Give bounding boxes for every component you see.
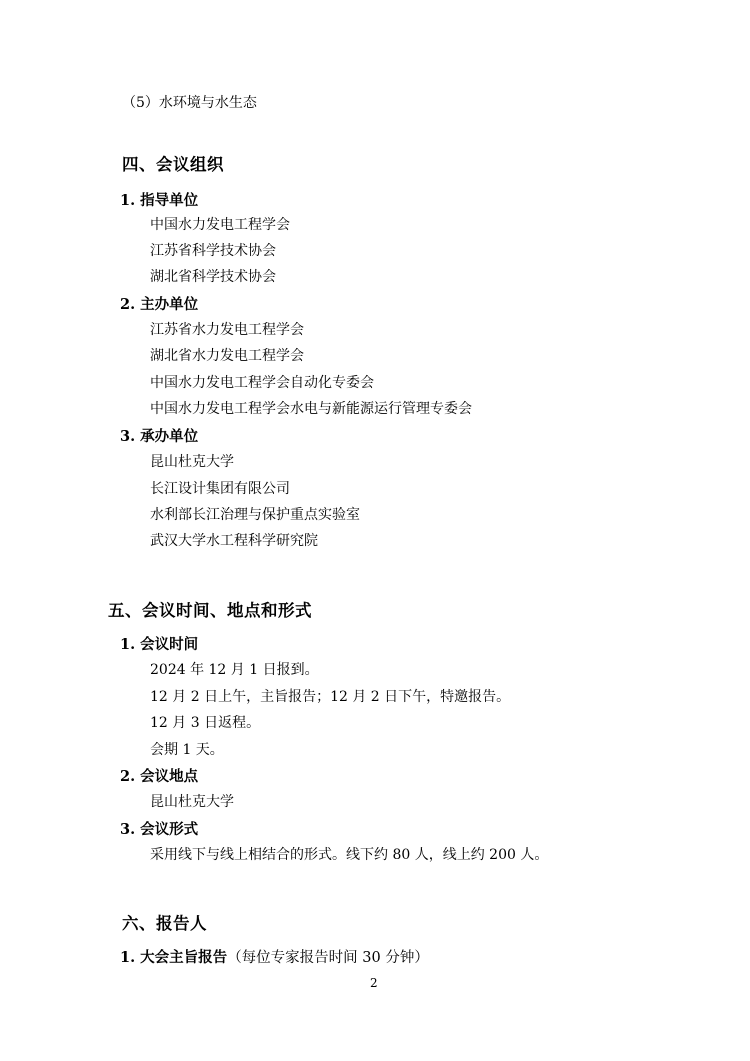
list-item: 12 月 3 日返程。 [150, 715, 261, 731]
subheading-keynote-note: （每位专家报告时间 30 分钟） [227, 950, 429, 966]
list-item: 中国水力发电工程学会水电与新能源运行管理专委会 [150, 401, 472, 417]
list-item: 武汉大学水工程科学研究院 [150, 533, 318, 549]
list-item: 昆山杜克大学 [150, 794, 234, 810]
section-heading-speakers: 六、报告人 [122, 914, 207, 933]
intro-list-item: （5）水环境与水生态 [122, 95, 257, 111]
list-item: 湖北省水力发电工程学会 [150, 348, 304, 364]
list-item: 长江设计集团有限公司 [150, 481, 290, 497]
list-item: 会期 1 天。 [150, 742, 224, 758]
subheading-keynote-title: 1. 大会主旨报告 [120, 949, 228, 966]
subheading-meeting-format: 3. 会议形式 [120, 821, 199, 838]
list-item: 昆山杜克大学 [150, 454, 234, 470]
list-item: 中国水力发电工程学会 [150, 217, 290, 233]
list-item: 水利部长江治理与保护重点实验室 [150, 507, 360, 523]
list-item: 江苏省水力发电工程学会 [150, 322, 304, 338]
subheading-keynote [120, 946, 429, 967]
subheading-meeting-place: 2. 会议地点 [120, 768, 199, 785]
subheading-host-units: 2. 主办单位 [120, 296, 199, 313]
section-heading-organization: 四、会议组织 [122, 155, 224, 174]
list-item: 江苏省科学技术协会 [150, 243, 276, 259]
page-number: 2 [370, 976, 378, 990]
list-item: 2024 年 12 月 1 日报到。 [150, 662, 319, 678]
subheading-organizing-units: 3. 承办单位 [120, 428, 199, 445]
list-item: 采用线下与线上相结合的形式。线下约 80 人，线上约 200 人。 [150, 847, 549, 863]
list-item: 中国水力发电工程学会自动化专委会 [150, 375, 374, 391]
list-item: 12 月 2 日上午，主旨报告；12 月 2 日下午，特邀报告。 [150, 689, 511, 705]
section-heading-time-place-format: 五、会议时间、地点和形式 [108, 601, 312, 620]
list-item: 湖北省科学技术协会 [150, 269, 276, 285]
subheading-guiding-units: 1. 指导单位 [120, 192, 199, 209]
subheading-meeting-time: 1. 会议时间 [120, 636, 199, 653]
